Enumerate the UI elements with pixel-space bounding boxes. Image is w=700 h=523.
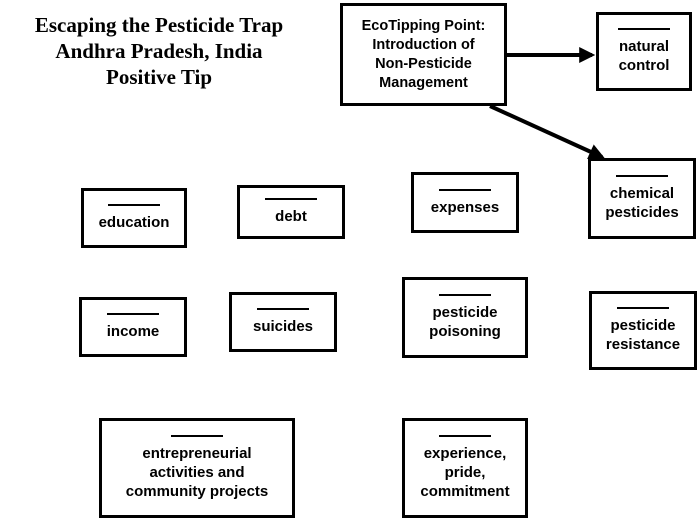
node-label: pesticide poisoning (429, 304, 501, 340)
node-suicides (229, 292, 337, 352)
title-line-1: Escaping the Pesticide Trap (34, 13, 284, 37)
node-label: suicides (252, 318, 314, 335)
node-pesticide-resistance (589, 291, 697, 370)
node-label: education (98, 214, 170, 231)
node-income (79, 297, 187, 357)
blank-line (618, 28, 670, 30)
blank-line (439, 435, 491, 437)
blank-line (171, 435, 223, 437)
node-expenses (411, 172, 519, 233)
node-education (81, 188, 187, 248)
node-chemical-pesticides (588, 158, 696, 239)
node-experience-pride-commitment (402, 418, 528, 518)
blank-line (265, 198, 317, 200)
title-line-2: Andhra Pradesh, India (55, 39, 263, 63)
blank-line (107, 313, 159, 315)
node-label: chemical pesticides (605, 185, 679, 221)
node-label: experience, pride, commitment (420, 445, 510, 500)
arrow-tip-to-chemical-pesticides (490, 106, 602, 157)
node-natural-control (596, 12, 692, 91)
node-entrepreneurial-activities (99, 418, 295, 518)
node-label: entrepreneurial activities and community projects (125, 445, 269, 500)
blank-line (616, 175, 668, 177)
node-label: pesticide resistance (605, 317, 681, 353)
node-label: debt (275, 208, 307, 225)
node-label: expenses (430, 198, 500, 216)
blank-line (617, 307, 669, 309)
node-debt (237, 185, 345, 239)
blank-line (439, 189, 491, 191)
title-line-3: Positive Tip (106, 65, 212, 89)
blank-line (108, 204, 160, 206)
blank-line (439, 294, 491, 296)
tipping-point-label: EcoTipping Point: Introduction of Non-Pesticide Management (361, 17, 486, 91)
node-label: natural control (618, 38, 670, 74)
node-label: income (106, 323, 160, 340)
tipping-point-box (340, 3, 507, 106)
node-pesticide-poisoning (402, 277, 528, 358)
blank-line (257, 308, 309, 310)
